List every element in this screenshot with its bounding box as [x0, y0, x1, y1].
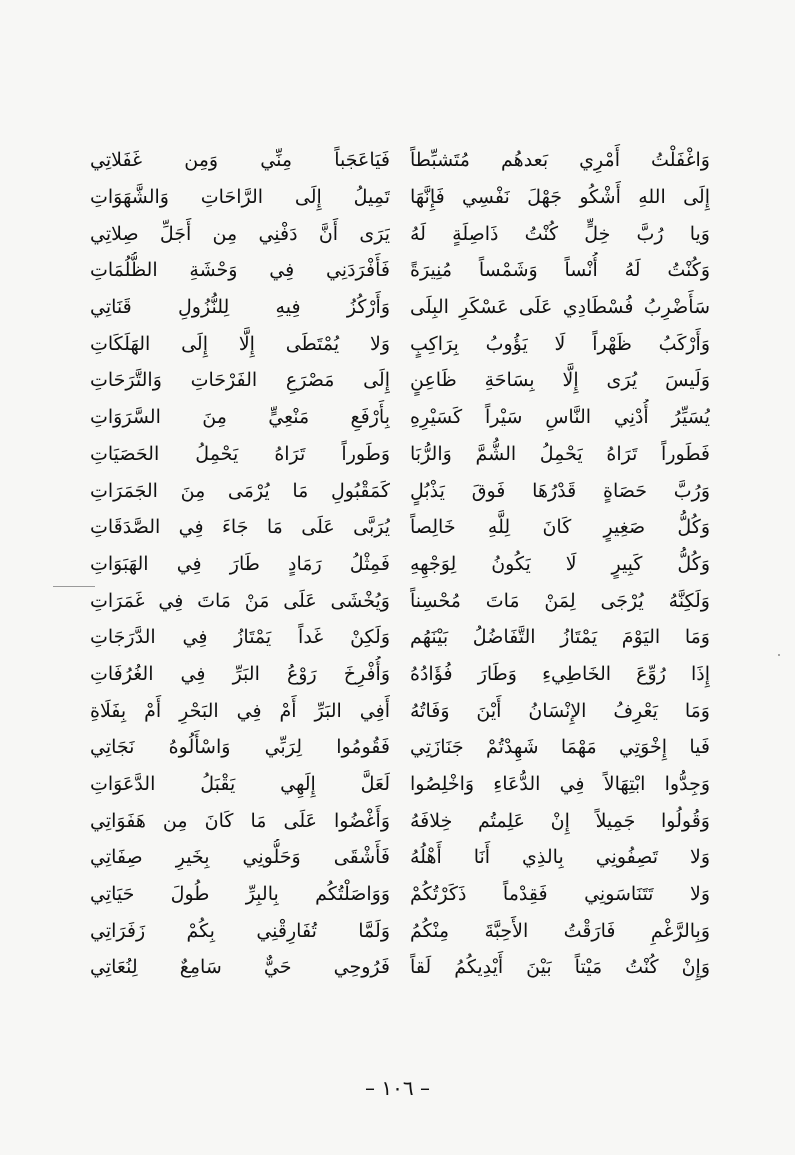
first-hemistich: وَكُلُّ كَبِيرٍ لَا يَكُونُ لِوَجْهِهِ	[410, 552, 710, 575]
verse-line	[90, 582, 710, 619]
second-hemistich: وَطَوراً تَرَاهُ يَحْمِلُ الحَصَيَاتِ	[90, 442, 390, 465]
verse-line	[90, 546, 710, 583]
second-hemistich: يَرَى أَنَّ دَفْنِي مِن أَجَلِّ صِلاتِي	[90, 222, 390, 245]
second-hemistich: فَأَشْقَى وَحَلُّونِي بِخَيرِ صِفَاتِي	[90, 846, 390, 869]
verse-line	[90, 252, 710, 289]
first-hemistich: وَبِالرَّغْمِ فَارَقْتُ الأَحِبَّةَ مِنْكُمُ	[410, 919, 710, 942]
second-hemistich: وَلا يُمْتَطَى إِلَّا إِلَى الهَلَكَاتِ	[90, 332, 390, 355]
first-hemistich: وَاغْفَلْتُ أَمْرِي بَعدهُم مُتَشبِّطاً	[410, 149, 710, 172]
first-hemistich: وَلا تَتَنَاسَونِي فَقِدْماً ذَكَرْتُكُمْ	[410, 883, 710, 906]
verse-line	[90, 876, 710, 913]
verse-line	[90, 472, 710, 509]
first-hemistich: وَمَا اليَوْمَ يَمْتَازُ التَّفَاضُلُ بَيْنَهُم	[410, 626, 710, 649]
verse-line	[90, 692, 710, 729]
verse-line	[90, 289, 710, 326]
first-hemistich: وَلا تَصِفُونِي بِالذِي أَنَا أَهْلُهُ	[410, 846, 710, 869]
second-hemistich: وَلَمَّا تُفَارِقْنِي بِكُمْ زَفَرَاتِي	[90, 919, 390, 942]
verse-line	[90, 142, 710, 179]
first-hemistich: وَيا رُبَّ خِلٍّ كُنْتُ ذَاصِلَةٍ لَهُ	[410, 222, 710, 245]
first-hemistich: يُسَيِّرُ أُدْنِي النَّاسِ سَيْراً كَسَيْرِهِ	[410, 406, 710, 429]
verse-line	[90, 215, 710, 252]
verse-line	[90, 912, 710, 949]
verse-line	[90, 839, 710, 876]
verse-line	[90, 179, 710, 216]
first-hemistich: سَأَضْرِبُ فُسْطَادِي عَلَى عَسْكَرِ البِلَى	[410, 296, 710, 319]
second-hemistich: فَقُومُوا لِرَبِّي وَاسْأَلُوهُ نَجَاتِي	[90, 736, 390, 759]
first-hemistich: وَجِدُّوا ابْتِهَالاً فِي الدُّعَاءِ وَاخْلِصُوا	[410, 773, 710, 796]
first-hemistich: وَأَرْكَبُ ظَهْراً لَا يَؤُوبُ بِرَاكِبٍ	[410, 332, 710, 355]
first-hemistich: فَيا إِخْوَتِي مَهْمَا شَهِدْتُمْ جَنَازَتِي	[410, 736, 710, 759]
first-hemistich: إِذَا رُوِّعَ الخَاطِيءِ وَطَارَ فُؤَادُهُ	[410, 662, 710, 685]
verse-line	[90, 619, 710, 656]
second-hemistich: وَأَغْضُوا عَلَى مَا كَانَ مِن هَفَوَاتِي	[90, 809, 390, 832]
second-hemistich: وَلَكِنْ غَداً يَمْتَازُ فِي الدَّرَجَاتِ	[90, 626, 390, 649]
second-hemistich: وَأُفْرِخَ رَوْعُ البَرِّ فِي الغُرُفَاتِ	[90, 662, 390, 685]
second-hemistich: بِأَرْفَعِ مَنْعِيٍّ مِنَ السَّرَوَاتِ	[90, 406, 390, 429]
verse-line	[90, 766, 710, 803]
verse-line	[90, 802, 710, 839]
poem-body	[90, 142, 710, 986]
first-hemistich: وَإِنْ كُنْتُ مَيْتاً بَيْنَ أَيْدِيكُمُ لَقاً	[410, 956, 710, 979]
first-hemistich: وَمَا يَعْرِفُ الإِنْسَانُ أَيْنَ وَفَاتُهُ	[410, 699, 710, 722]
first-hemistich: وَقُولُوا جَمِيلاً إِنْ عَلِمتُم خِلافَهُ	[410, 809, 710, 832]
first-hemistich: وَرُبَّ حَصَاةٍ قَدْرُهَا فَوقَ يَذْبُلٍ	[410, 479, 710, 502]
second-hemistich: وَأَرْكُزُ فِيهِ لِلنُّزُولِ قَنَاتِي	[90, 296, 390, 319]
verse-line	[90, 656, 710, 693]
first-hemistich: وَكُنْتُ لَهُ أُنْساً وَشَمْساً مُنِيرَةً	[410, 259, 710, 282]
second-hemistich: فَيَاعَجَباً مِنِّي وَمِن غَفَلاتِي	[90, 149, 390, 172]
second-hemistich: تَمِيلُ إِلَى الرَّاحَاتِ وَالشَّهَوَاتِ	[90, 186, 390, 209]
verse-line	[90, 729, 710, 766]
second-hemistich: فَرُوحِي حَيٌّ سَامِعٌ لِنُعَاتِي	[90, 956, 390, 979]
verse-line	[90, 436, 710, 473]
second-hemistich: لَعَلَّ إِلَهِي يَقْبَلُ الدَّعَوَاتِ	[90, 773, 390, 796]
second-hemistich: كَمَقْبُولِ مَا يُرْمَى مِنَ الجَمَرَاتِ	[90, 479, 390, 502]
verse-line	[90, 325, 710, 362]
first-hemistich: وَكُلُّ صَغِيرٍ كَانَ لِلَّهِ خَالِصاً	[410, 516, 710, 539]
second-hemistich: أَفِي البَرِّ أَمْ فِي البَحْرِ أَمْ بِفَلَاةِ	[90, 699, 390, 722]
first-hemistich: فَطَوراً تَرَاهُ يَحْمِلُ الشُّمَّ وَالرُّبَا	[410, 442, 710, 465]
first-hemistich: وَلَيسَ يُرَى إِلَّا بِسَاحَةِ ظَاعِنٍ	[410, 369, 710, 392]
first-hemistich: وَلَكِنَّهُ يُرْجَى لِمَنْ مَاتَ مُحْسِناً	[410, 589, 710, 612]
second-hemistich: فَمِثْلُ رَمَادٍ طَارَ فِي الهَبَوَاتِ	[90, 552, 390, 575]
verse-line	[90, 399, 710, 436]
second-hemistich: فَأَفْرَدَنِي فِي وَحْشَةِ الظُّلُمَاتِ	[90, 259, 390, 282]
verse-line	[90, 362, 710, 399]
verse-line	[90, 509, 710, 546]
first-hemistich: إِلَى اللهِ أَشْكُو جَهْلَ نَفْسِي فَإِنَّهَا	[410, 186, 710, 209]
second-hemistich: يُرَبَّى عَلَى مَا جَاءَ فِي الصَّدَقَاتِ	[90, 516, 390, 539]
second-hemistich: إِلَى مَصْرَعِ الفَرْحَاتِ وَالتَّرَحَاتِ	[90, 369, 390, 392]
second-hemistich: وَيُخْشَى عَلَى مَنْ مَاتَ فِي غَمَرَاتِ	[90, 589, 390, 612]
verse-line	[90, 949, 710, 986]
margin-mark	[53, 586, 95, 587]
second-hemistich: وَوَاصَلْتُكُم بِالبِرِّ طُولَ حَيَاتِي	[90, 883, 390, 906]
margin-dot	[778, 654, 780, 656]
page-number: – ١٠٦ –	[365, 1076, 430, 1100]
